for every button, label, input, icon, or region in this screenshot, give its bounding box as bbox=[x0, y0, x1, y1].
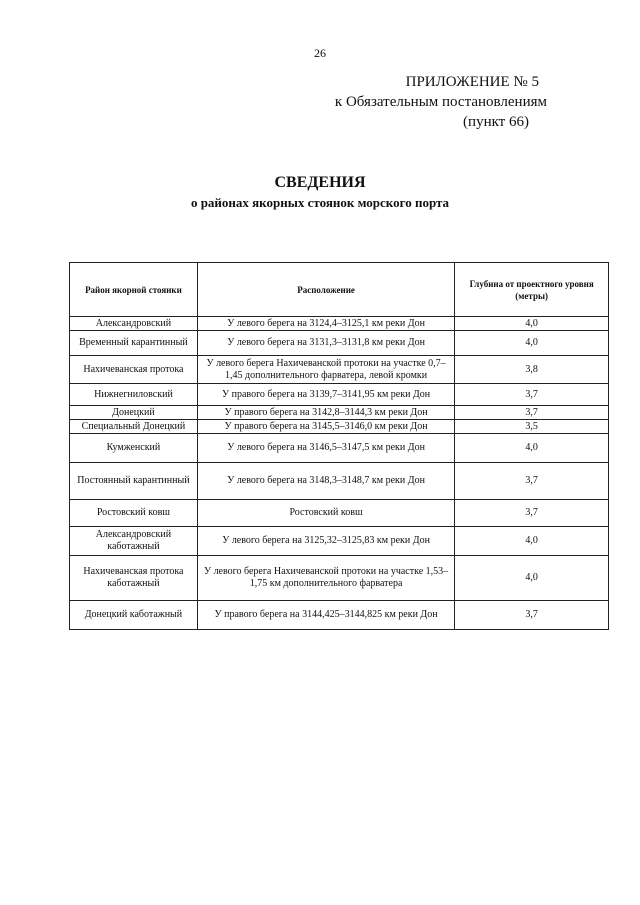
header-location: Расположение bbox=[197, 263, 454, 317]
cell-area-name: Нахичеванская протока каботажный bbox=[70, 556, 198, 601]
cell-location: У левого берега на 3146,5–3147,5 км реки Дон bbox=[197, 434, 454, 463]
cell-location: У правого берега на 3142,8–3144,3 км реки Дон bbox=[197, 406, 454, 420]
appendix-reference bbox=[247, 72, 547, 132]
document-title: СВЕДЕНИЯ bbox=[274, 174, 366, 191]
cell-location: У левого берега на 3124,4–3125,1 км реки Дон bbox=[197, 317, 454, 331]
cell-depth: 4,0 bbox=[455, 556, 609, 601]
cell-area-name: Донецкий bbox=[70, 406, 198, 420]
cell-location: У правого берега на 3139,7–3141,95 км реки Дон bbox=[197, 384, 454, 406]
cell-depth: 4,0 bbox=[455, 434, 609, 463]
cell-depth: 3,7 bbox=[455, 500, 609, 527]
table-row bbox=[70, 527, 609, 556]
cell-depth: 3,8 bbox=[455, 356, 609, 384]
cell-area-name: Нижнегниловский bbox=[70, 384, 198, 406]
cell-area-name: Нахичеванская протока bbox=[70, 356, 198, 384]
cell-area-name: Донецкий каботажный bbox=[70, 601, 198, 630]
cell-depth: 3,7 bbox=[455, 384, 609, 406]
cell-depth: 3,5 bbox=[455, 420, 609, 434]
cell-area-name: Кумженский bbox=[70, 434, 198, 463]
table-row bbox=[70, 420, 609, 434]
header-area: Район якорной стоянки bbox=[70, 263, 198, 317]
cell-depth: 4,0 bbox=[455, 331, 609, 356]
appendix-document: к Обязательным постановлениям bbox=[334, 94, 547, 110]
table-row bbox=[70, 434, 609, 463]
header-row bbox=[70, 263, 609, 317]
cell-area-name: Постоянный карантинный bbox=[70, 463, 198, 500]
cell-depth: 4,0 bbox=[455, 317, 609, 331]
page-number: 26 bbox=[314, 46, 326, 60]
table-row bbox=[70, 356, 609, 384]
cell-area-name: Александровский каботажный bbox=[70, 527, 198, 556]
table-row bbox=[70, 556, 609, 601]
cell-depth: 3,7 bbox=[455, 463, 609, 500]
cell-location: У левого берега на 3131,3–3131,8 км реки Дон bbox=[197, 331, 454, 356]
anchorages-table bbox=[69, 262, 609, 630]
cell-area-name: Специальный Донецкий bbox=[70, 420, 198, 434]
cell-location: У правого берега на 3145,5–3146,0 км реки Дон bbox=[197, 420, 454, 434]
appendix-title: ПРИЛОЖЕНИЕ № 5 bbox=[405, 74, 539, 90]
table-row bbox=[70, 331, 609, 356]
table-row bbox=[70, 317, 609, 331]
cell-depth: 3,7 bbox=[455, 601, 609, 630]
cell-location: У левого берега на 3148,3–3148,7 км реки Дон bbox=[197, 463, 454, 500]
appendix-clause: (пункт 66) bbox=[463, 114, 529, 130]
table-row bbox=[70, 463, 609, 500]
table-header bbox=[70, 263, 609, 317]
table-row bbox=[70, 500, 609, 527]
cell-area-name: Александровский bbox=[70, 317, 198, 331]
table-body bbox=[70, 317, 609, 630]
cell-depth: 3,7 bbox=[455, 406, 609, 420]
cell-depth: 4,0 bbox=[455, 527, 609, 556]
header-depth: Глубина от проектного уровня (метры) bbox=[455, 263, 609, 317]
cell-location: У левого берега на 3125,32–3125,83 км реки Дон bbox=[197, 527, 454, 556]
table-row bbox=[70, 406, 609, 420]
cell-area-name: Ростовский ковш bbox=[70, 500, 198, 527]
cell-area-name: Временный карантинный bbox=[70, 331, 198, 356]
table-row bbox=[70, 601, 609, 630]
cell-location: У левого берега Нахичеванской протоки на участке 1,53–1,75 км дополнительного фарватера bbox=[197, 556, 454, 601]
document-subtitle: о районах якорных стоянок морского порта bbox=[190, 195, 450, 210]
cell-location: Ростовский ковш bbox=[197, 500, 454, 527]
table-row bbox=[70, 384, 609, 406]
cell-location: У правого берега на 3144,425–3144,825 км реки Дон bbox=[197, 601, 454, 630]
cell-location: У левого берега Нахичеванской протоки на участке 0,7–1,45 дополнительного фарватера, левой кромки bbox=[197, 356, 454, 384]
